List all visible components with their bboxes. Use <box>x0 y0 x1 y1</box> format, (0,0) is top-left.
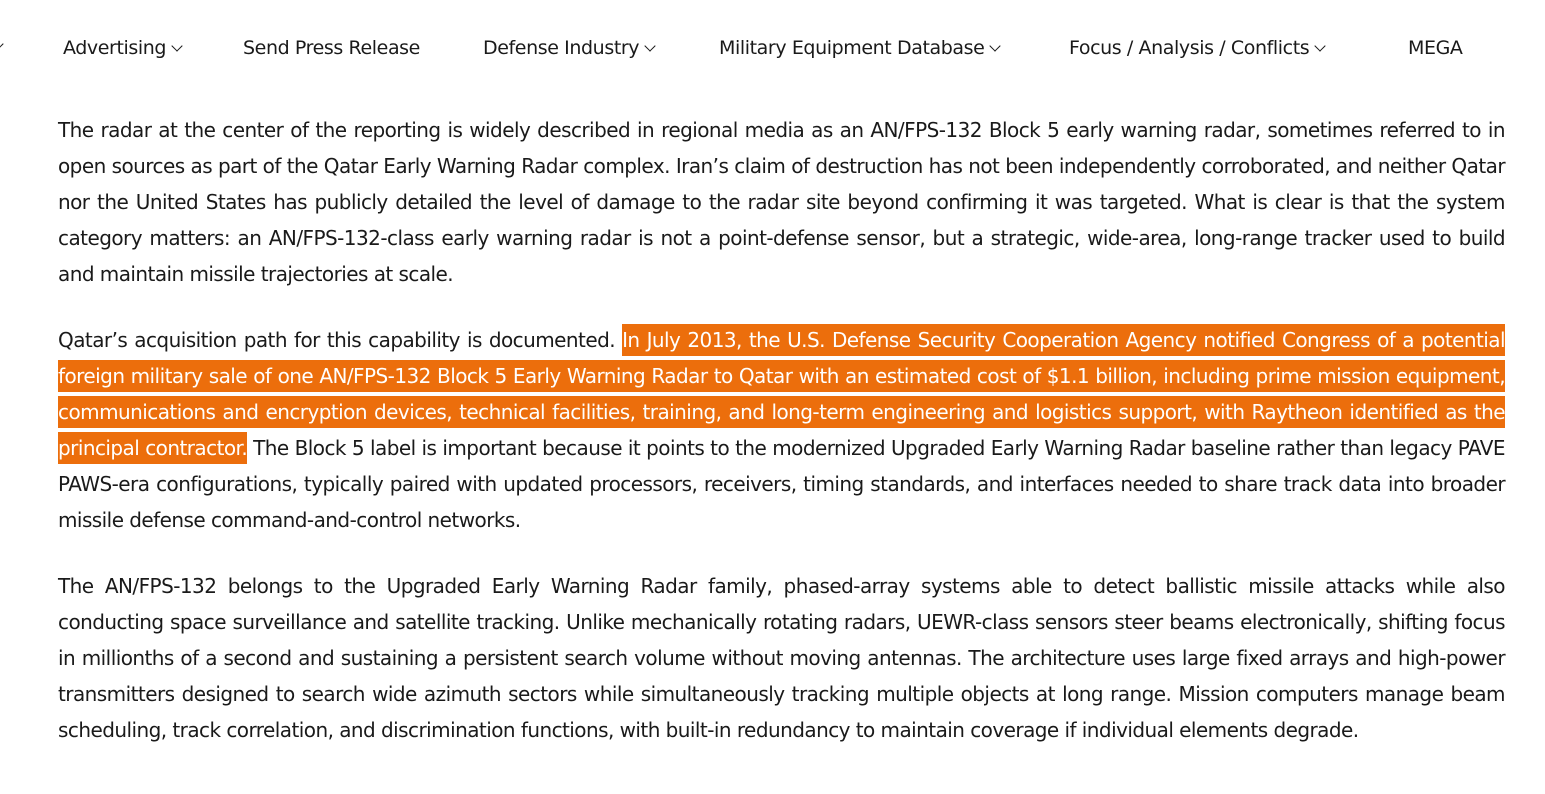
highlighted-text[interactable]: In July 2013, the U.S. Defense Security Cooperation Agency notified Congress of a potential foreign military sale of one AN/FPS-132 Block 5 Early Warning Radar to Qatar with an estimated cost of $1.1 billion, including prime mission equipment, communications and encryption devices, technical facilities, training, and long-term engineering and logistics support, with Raytheon identified as the principal contractor. <box>58 324 1505 464</box>
nav-item-military-equipment-database[interactable] <box>719 34 999 62</box>
nav-item-label: Advertising <box>63 37 167 59</box>
chevron-down-icon <box>171 40 182 51</box>
nav-item-label: Focus / Analysis / Conflicts <box>1069 37 1310 59</box>
article-body <box>58 112 1505 778</box>
nav-item-label: Military Equipment Database <box>719 37 985 59</box>
nav-item-mega[interactable] <box>1408 34 1463 62</box>
article-paragraph: The radar at the center of the reporting is widely described in regional media as an AN/FPS-132 Block 5 early warning radar, sometimes referred to in open sources as part of the Qatar Early Warning Radar complex. Iran’s claim of destruction has not been independently corroborated, and neither Qatar nor the United States has publicly detailed the level of damage to the radar site beyond confirming it was targeted. What is clear is that the system category matters: an AN/FPS-132-class early warning radar is not a point-defense sensor, but a strategic, wide-area, long-range tracker used to build and maintain missile trajectories at scale. <box>58 118 1505 286</box>
nav-item-focus-analysis-conflicts[interactable] <box>1069 34 1324 62</box>
nav-item-send-press-release[interactable] <box>243 34 420 62</box>
chevron-down-icon[interactable] <box>0 34 2 62</box>
nav-item-label: Send Press Release <box>243 37 420 59</box>
paragraph-text: Qatar’s acquisition path for this capability is documented. <box>58 328 623 352</box>
nav-item-defense-industry[interactable] <box>483 34 654 62</box>
nav-item-label: MEGA <box>1408 37 1463 59</box>
article-paragraph <box>58 322 1505 538</box>
chevron-down-icon <box>644 40 655 51</box>
top-navigation <box>0 0 1545 96</box>
paragraph-text: The Block 5 label is important because it points to the modernized Upgraded Early Warning Radar baseline rather than legacy PAVE PAWS-era configurations, typically paired with updated processors, receivers, timing standards, and interfaces needed to share track data into broader missile defense command-and-control networks. <box>58 436 1505 532</box>
nav-item-advertising[interactable] <box>63 34 181 62</box>
nav-item-label: Defense Industry <box>483 37 640 59</box>
article-paragraph: The AN/FPS-132 belongs to the Upgraded Early Warning Radar family, phased-array systems able to detect ballistic missile attacks while also conducting space surveillance and satellite tracking. Unlike mechanically rotating radars, UEWR-class sensors steer beams electronically, shifting focus in millionths of a second and sustaining a persistent search volume without moving antennas. The architecture uses large fixed arrays and high-power transmitters designed to search wide azimuth sectors while simultaneously tracking multiple objects at long range. Mission computers manage beam scheduling, track correlation, and discrimination functions, with built-in redundancy to maintain coverage if individual elements degrade. <box>58 574 1505 742</box>
chevron-down-icon <box>990 40 1001 51</box>
chevron-down-icon <box>1315 40 1326 51</box>
